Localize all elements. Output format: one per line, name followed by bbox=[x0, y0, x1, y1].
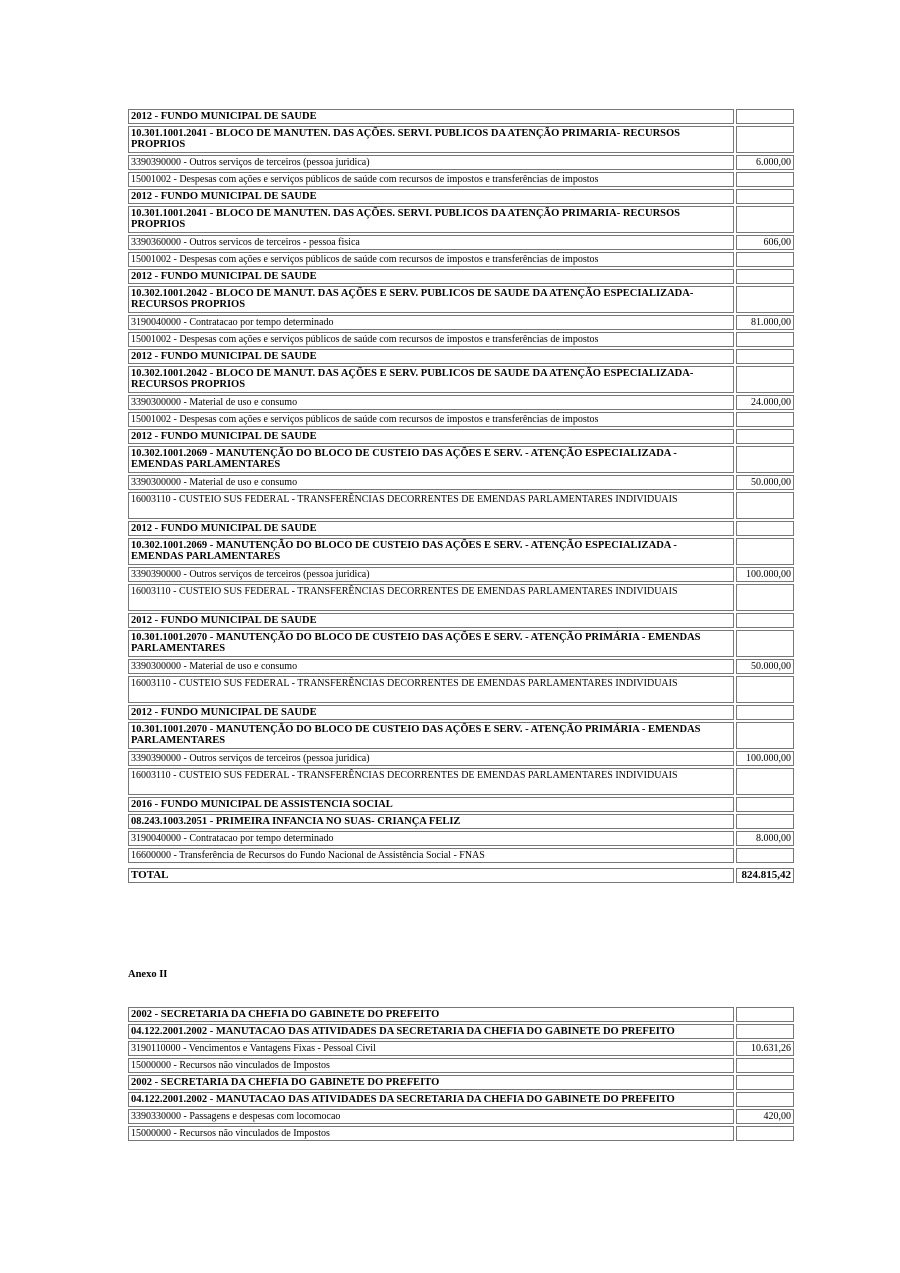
table-row bbox=[128, 1041, 794, 1056]
row-description: 15001002 - Despesas com ações e serviços públicos de saúde com recursos de impostos e transferências de impostos bbox=[128, 252, 734, 267]
table-row bbox=[128, 269, 794, 284]
table-row bbox=[128, 109, 794, 124]
row-value bbox=[736, 446, 794, 473]
row-description: 10.302.1001.2042 - BLOCO DE MANUT. DAS AÇÕES E SERV. PUBLICOS DE SAUDE DA ATENÇÃO ESPECIALIZADA- RECURSOS PROPRIOS bbox=[128, 286, 734, 313]
row-value bbox=[736, 492, 794, 519]
row-value: 606,00 bbox=[736, 235, 794, 250]
row-description: 3390300000 - Material de uso e consumo bbox=[128, 659, 734, 674]
row-value bbox=[736, 252, 794, 267]
row-description: 2002 - SECRETARIA DA CHEFIA DO GABINETE DO PREFEITO bbox=[128, 1075, 734, 1090]
table-row bbox=[128, 126, 794, 153]
row-description: 15000000 - Recursos não vinculados de Impostos bbox=[128, 1126, 734, 1141]
row-value bbox=[736, 286, 794, 313]
row-value bbox=[736, 172, 794, 187]
row-description: 3390330000 - Passagens e despesas com locomocao bbox=[128, 1109, 734, 1124]
row-description: 15001002 - Despesas com ações e serviços públicos de saúde com recursos de impostos e transferências de impostos bbox=[128, 412, 734, 427]
row-description: 3190040000 - Contratacao por tempo determinado bbox=[128, 831, 734, 846]
row-description: 10.302.1001.2069 - MANUTENÇÃO DO BLOCO DE CUSTEIO DAS AÇÕES E SERV. - ATENÇÃO ESPECIALIZADA - EMENDAS PARLAMENTARES bbox=[128, 446, 734, 473]
row-description: 2012 - FUNDO MUNICIPAL DE SAUDE bbox=[128, 189, 734, 204]
row-value bbox=[736, 768, 794, 795]
table-row bbox=[128, 722, 794, 749]
table-row bbox=[128, 1058, 794, 1073]
row-value bbox=[736, 1024, 794, 1039]
row-value: 10.631,26 bbox=[736, 1041, 794, 1056]
table-row bbox=[128, 630, 794, 657]
table-row bbox=[128, 446, 794, 473]
row-description: 2012 - FUNDO MUNICIPAL DE SAUDE bbox=[128, 109, 734, 124]
row-value: 50.000,00 bbox=[736, 659, 794, 674]
row-value: 24.000,00 bbox=[736, 395, 794, 410]
total-value: 824.815,42 bbox=[736, 868, 794, 883]
table-row bbox=[128, 155, 794, 170]
row-value bbox=[736, 332, 794, 347]
row-value bbox=[736, 349, 794, 364]
table-row bbox=[128, 475, 794, 490]
table-row bbox=[128, 366, 794, 393]
table-row bbox=[128, 172, 794, 187]
row-description: 16600000 - Transferência de Recursos do Fundo Nacional de Assistência Social - FNAS bbox=[128, 848, 734, 863]
total-label: TOTAL bbox=[128, 868, 734, 883]
row-value bbox=[736, 584, 794, 611]
table-row bbox=[128, 797, 794, 812]
row-value bbox=[736, 189, 794, 204]
table-row bbox=[128, 659, 794, 674]
table-row bbox=[128, 584, 794, 611]
row-description: 2012 - FUNDO MUNICIPAL DE SAUDE bbox=[128, 269, 734, 284]
row-description: 10.301.1001.2070 - MANUTENÇÃO DO BLOCO DE CUSTEIO DAS AÇÕES E SERV. - ATENÇÃO PRIMÁRIA - EMENDAS PARLAMENTARES bbox=[128, 722, 734, 749]
table-row bbox=[128, 492, 794, 519]
row-description: 08.243.1003.2051 - PRIMEIRA INFANCIA NO SUAS- CRIANÇA FELIZ bbox=[128, 814, 734, 829]
row-description: 3390390000 - Outros serviços de terceiros (pessoa juridica) bbox=[128, 751, 734, 766]
row-value bbox=[736, 814, 794, 829]
row-value: 81.000,00 bbox=[736, 315, 794, 330]
table-row bbox=[128, 315, 794, 330]
table-row bbox=[128, 705, 794, 720]
row-description: 04.122.2001.2002 - MANUTACAO DAS ATIVIDADES DA SECRETARIA DA CHEFIA DO GABINETE DO PREFEITO bbox=[128, 1092, 734, 1107]
row-description: 3190110000 - Vencimentos e Vantagens Fixas - Pessoal Civil bbox=[128, 1041, 734, 1056]
row-value bbox=[736, 797, 794, 812]
row-description: 2002 - SECRETARIA DA CHEFIA DO GABINETE DO PREFEITO bbox=[128, 1007, 734, 1022]
row-value bbox=[736, 722, 794, 749]
annex-ii-title: Anexo II bbox=[128, 969, 168, 980]
row-value bbox=[736, 109, 794, 124]
row-value: 420,00 bbox=[736, 1109, 794, 1124]
table-row bbox=[128, 395, 794, 410]
row-description: 10.302.1001.2042 - BLOCO DE MANUT. DAS AÇÕES E SERV. PUBLICOS DE SAUDE DA ATENÇÃO ESPECIALIZADA- RECURSOS PROPRIOS bbox=[128, 366, 734, 393]
row-description: 10.301.1001.2070 - MANUTENÇÃO DO BLOCO DE CUSTEIO DAS AÇÕES E SERV. - ATENÇÃO PRIMÁRIA - EMENDAS PARLAMENTARES bbox=[128, 630, 734, 657]
table-row bbox=[128, 831, 794, 846]
row-description: 2012 - FUNDO MUNICIPAL DE SAUDE bbox=[128, 349, 734, 364]
row-value bbox=[736, 613, 794, 628]
table-row bbox=[128, 332, 794, 347]
table-row bbox=[128, 1109, 794, 1124]
table-row bbox=[128, 349, 794, 364]
table-row bbox=[128, 1007, 794, 1022]
row-description: 2012 - FUNDO MUNICIPAL DE SAUDE bbox=[128, 705, 734, 720]
row-description: 15000000 - Recursos não vinculados de Impostos bbox=[128, 1058, 734, 1073]
table-row bbox=[128, 613, 794, 628]
table-row bbox=[128, 1024, 794, 1039]
row-description: 10.301.1001.2041 - BLOCO DE MANUTEN. DAS AÇÕES. SERVI. PUBLICOS DA ATENÇÃO PRIMARIA- RECURSOS PROPRIOS bbox=[128, 126, 734, 153]
row-description: 15001002 - Despesas com ações e serviços públicos de saúde com recursos de impostos e transferências de impostos bbox=[128, 332, 734, 347]
table-row bbox=[128, 189, 794, 204]
total-row bbox=[128, 868, 794, 883]
row-description: 2012 - FUNDO MUNICIPAL DE SAUDE bbox=[128, 429, 734, 444]
row-description: 3390300000 - Material de uso e consumo bbox=[128, 475, 734, 490]
table-row bbox=[128, 676, 794, 703]
row-value: 100.000,00 bbox=[736, 567, 794, 582]
row-value bbox=[736, 521, 794, 536]
row-description: 3390390000 - Outros serviços de terceiros (pessoa juridica) bbox=[128, 155, 734, 170]
row-description: 04.122.2001.2002 - MANUTACAO DAS ATIVIDADES DA SECRETARIA DA CHEFIA DO GABINETE DO PREFEITO bbox=[128, 1024, 734, 1039]
row-description: 16003110 - CUSTEIO SUS FEDERAL - TRANSFERÊNCIAS DECORRENTES DE EMENDAS PARLAMENTARES INDIVIDUAIS bbox=[128, 768, 734, 795]
row-value: 6.000,00 bbox=[736, 155, 794, 170]
row-value bbox=[736, 366, 794, 393]
row-value: 50.000,00 bbox=[736, 475, 794, 490]
row-value: 8.000,00 bbox=[736, 831, 794, 846]
row-value bbox=[736, 1075, 794, 1090]
row-value bbox=[736, 429, 794, 444]
row-description: 3390360000 - Outros servicos de terceiros - pessoa fisica bbox=[128, 235, 734, 250]
table-row bbox=[128, 1075, 794, 1090]
row-description: 10.302.1001.2069 - MANUTENÇÃO DO BLOCO DE CUSTEIO DAS AÇÕES E SERV. - ATENÇÃO ESPECIALIZADA - EMENDAS PARLAMENTARES bbox=[128, 538, 734, 565]
table-row bbox=[128, 814, 794, 829]
table-row bbox=[128, 521, 794, 536]
table-row bbox=[128, 235, 794, 250]
spacer-row bbox=[128, 865, 794, 866]
row-description: 10.301.1001.2041 - BLOCO DE MANUTEN. DAS AÇÕES. SERVI. PUBLICOS DA ATENÇÃO PRIMARIA- RECURSOS PROPRIOS bbox=[128, 206, 734, 233]
row-description: 16003110 - CUSTEIO SUS FEDERAL - TRANSFERÊNCIAS DECORRENTES DE EMENDAS PARLAMENTARES INDIVIDUAIS bbox=[128, 492, 734, 519]
row-description: 2012 - FUNDO MUNICIPAL DE SAUDE bbox=[128, 613, 734, 628]
row-value bbox=[736, 1007, 794, 1022]
row-value bbox=[736, 705, 794, 720]
row-value bbox=[736, 206, 794, 233]
budget-table-annex-ii bbox=[126, 1005, 796, 1143]
row-description: 15001002 - Despesas com ações e serviços públicos de saúde com recursos de impostos e transferências de impostos bbox=[128, 172, 734, 187]
row-value bbox=[736, 538, 794, 565]
table-row bbox=[128, 1092, 794, 1107]
row-value bbox=[736, 269, 794, 284]
row-value bbox=[736, 1058, 794, 1073]
table-row bbox=[128, 412, 794, 427]
row-value bbox=[736, 848, 794, 863]
row-value bbox=[736, 1092, 794, 1107]
row-value bbox=[736, 630, 794, 657]
table-row bbox=[128, 252, 794, 267]
row-value: 100.000,00 bbox=[736, 751, 794, 766]
row-description: 3390300000 - Material de uso e consumo bbox=[128, 395, 734, 410]
table-row bbox=[128, 751, 794, 766]
table-row bbox=[128, 567, 794, 582]
row-value bbox=[736, 126, 794, 153]
row-description: 3190040000 - Contratacao por tempo determinado bbox=[128, 315, 734, 330]
row-description: 3390390000 - Outros serviços de terceiros (pessoa juridica) bbox=[128, 567, 734, 582]
table-row bbox=[128, 848, 794, 863]
row-description: 2016 - FUNDO MUNICIPAL DE ASSISTENCIA SOCIAL bbox=[128, 797, 734, 812]
row-description: 2012 - FUNDO MUNICIPAL DE SAUDE bbox=[128, 521, 734, 536]
row-description: 16003110 - CUSTEIO SUS FEDERAL - TRANSFERÊNCIAS DECORRENTES DE EMENDAS PARLAMENTARES INDIVIDUAIS bbox=[128, 676, 734, 703]
budget-table-annex-i bbox=[126, 107, 796, 885]
row-description: 16003110 - CUSTEIO SUS FEDERAL - TRANSFERÊNCIAS DECORRENTES DE EMENDAS PARLAMENTARES INDIVIDUAIS bbox=[128, 584, 734, 611]
row-value bbox=[736, 1126, 794, 1141]
table-row bbox=[128, 206, 794, 233]
table-row bbox=[128, 1126, 794, 1141]
table-row bbox=[128, 768, 794, 795]
table-row bbox=[128, 538, 794, 565]
table-row bbox=[128, 286, 794, 313]
table-row bbox=[128, 429, 794, 444]
row-value bbox=[736, 676, 794, 703]
row-value bbox=[736, 412, 794, 427]
